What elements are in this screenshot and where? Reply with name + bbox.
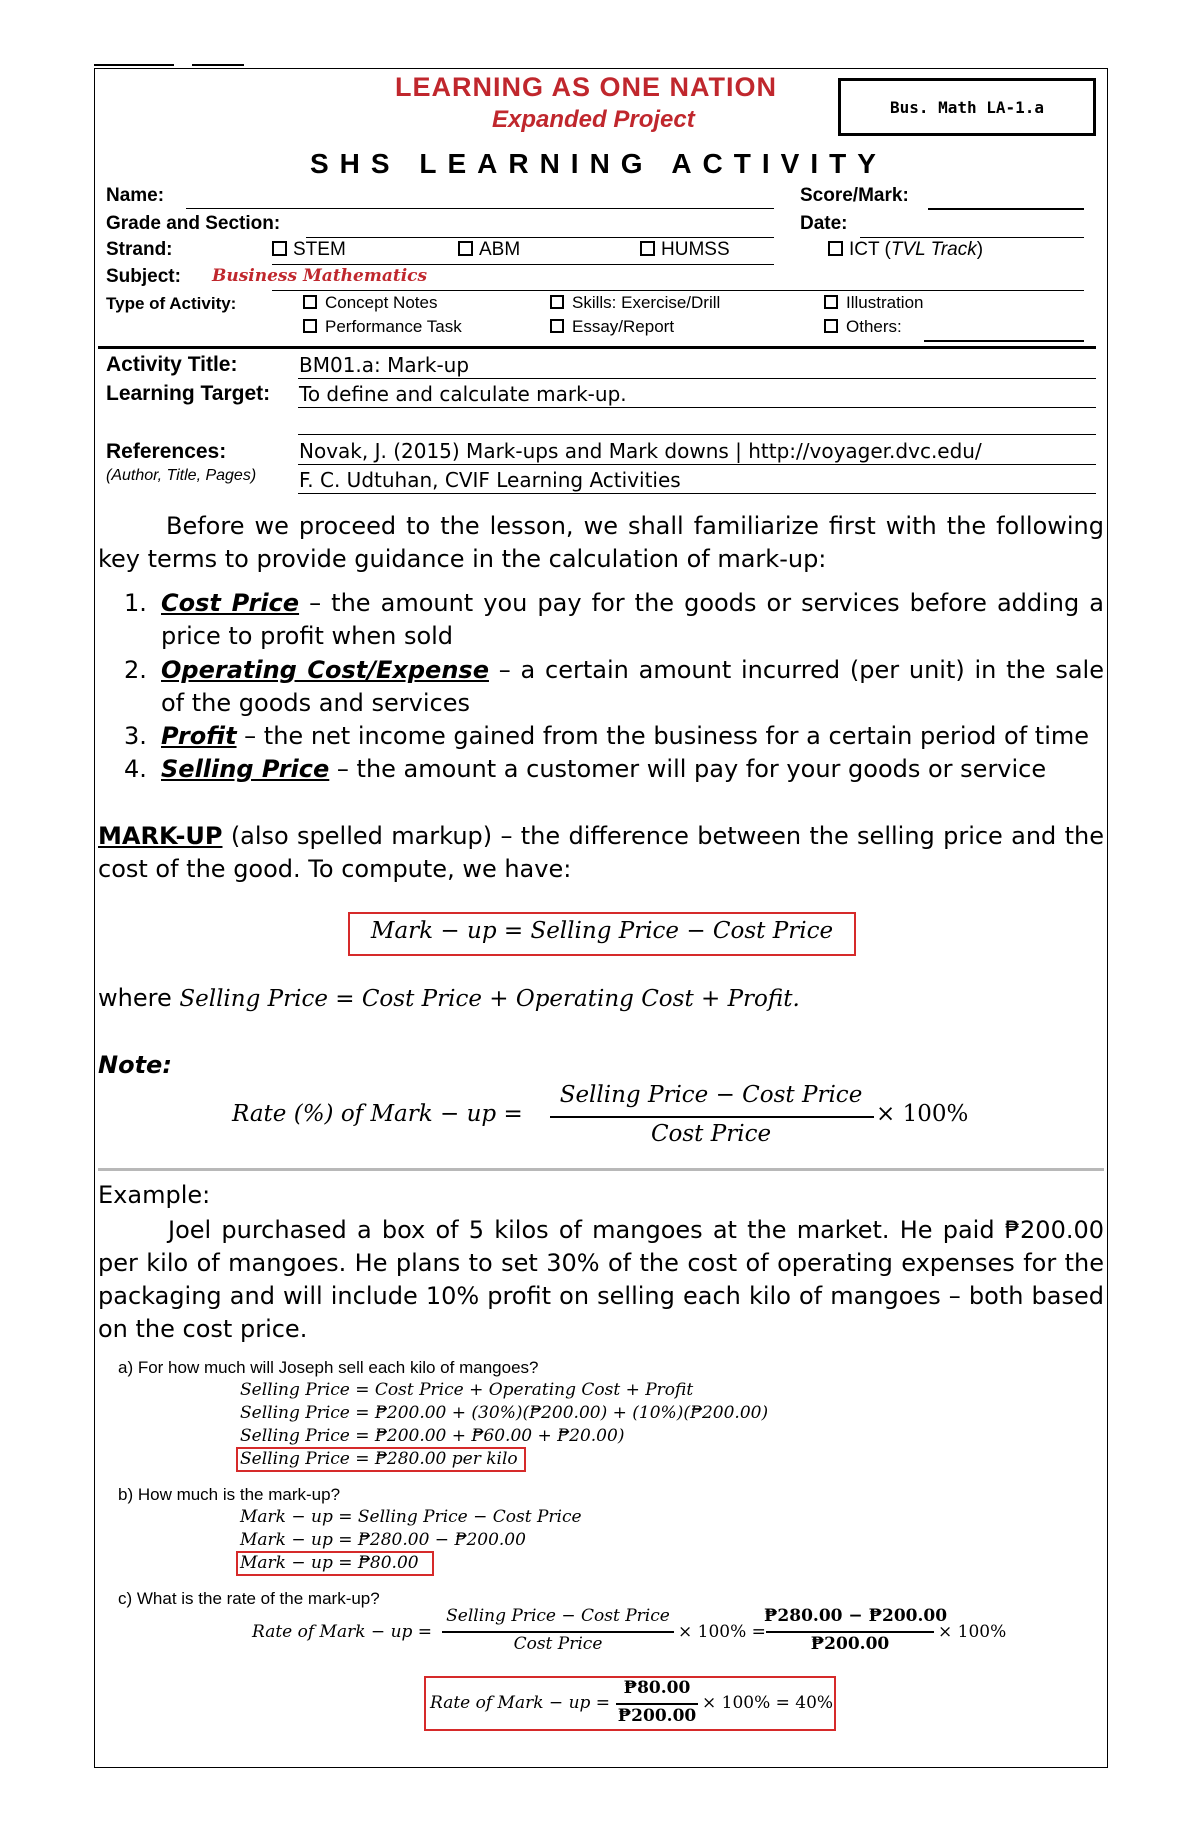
references-top-rule xyxy=(298,434,1096,435)
rate-formula-denominator: Cost Price xyxy=(650,1121,772,1147)
solution-a-line: Selling Price = ₱200.00 + ₱60.00 + ₱20.00) xyxy=(240,1426,625,1446)
grade-section-field[interactable] xyxy=(306,237,774,238)
answer-c-tail: × 100% = 40% xyxy=(702,1693,834,1713)
strand-label: Strand: xyxy=(106,239,173,260)
name-label: Name: xyxy=(106,185,165,206)
reference-2: F. C. Udtuhan, CVIF Learning Activities xyxy=(299,468,681,492)
subject-label: Subject: xyxy=(106,266,181,287)
activity-title-label: Activity Title: xyxy=(106,353,238,376)
rate-mid: × 100% = xyxy=(678,1622,766,1642)
date-label: Date: xyxy=(800,213,848,234)
fraction-bar xyxy=(550,1116,874,1118)
type-option-skills[interactable]: Skills: Exercise/Drill xyxy=(550,293,720,313)
key-term-item: 4. Selling Price – the amount a customer will pay for your goods or service xyxy=(124,755,1047,783)
fraction-bar xyxy=(616,1703,698,1705)
strand-option-abm[interactable]: ABM xyxy=(458,239,520,261)
subject-code-box: Bus. Math LA-1.a xyxy=(838,78,1096,136)
checkbox-icon xyxy=(303,295,317,309)
solution-a-line: Selling Price = ₱200.00 + (30%)(₱200.00) + (10%)(₱200.00) xyxy=(240,1403,769,1423)
intro-paragraph: Before we proceed to the lesson, we shall familiarize first with the following key terms to provide guidance in the calculation of mark-up: xyxy=(98,512,1104,573)
solution-b-line: Mark − up = Selling Price − Cost Price xyxy=(240,1507,582,1527)
header-subtitle: Expanded Project xyxy=(492,106,695,133)
key-term-item: 2. Operating Cost/Expense – a certain amount incurred (per unit) in the sale of the goods and services xyxy=(124,656,1104,717)
strand-option-ict[interactable]: ICT (TVL Track) xyxy=(828,239,983,261)
question-c: c) What is the rate of the mark-up? xyxy=(118,1589,380,1608)
reference-rule xyxy=(298,493,1096,494)
rate-numerator: Selling Price − Cost Price xyxy=(446,1606,670,1626)
strand-rule xyxy=(272,264,774,265)
checkbox-icon xyxy=(303,319,317,333)
subject-value: Business Mathematics xyxy=(212,266,428,286)
question-a: a) For how much will Joseph sell each kilo of mangoes? xyxy=(118,1358,539,1377)
checkbox-icon xyxy=(550,319,564,333)
fraction-bar xyxy=(766,1631,934,1633)
type-option-others[interactable]: Others: xyxy=(824,317,902,337)
activity-title-value: BM01.a: Mark-up xyxy=(299,353,470,377)
answer-c-lhs: Rate of Mark − up = xyxy=(430,1693,611,1713)
others-field[interactable] xyxy=(924,340,1084,342)
grade-section-label: Grade and Section: xyxy=(106,213,281,234)
activity-heading: SHS LEARNING ACTIVITY xyxy=(310,148,887,179)
learning-target-label: Learning Target: xyxy=(106,382,271,405)
header-title: LEARNING AS ONE NATION xyxy=(395,72,778,102)
question-b: b) How much is the mark-up? xyxy=(118,1485,341,1504)
type-option-concept-notes[interactable]: Concept Notes xyxy=(303,293,437,313)
answer-c-numerator: ₱80.00 xyxy=(623,1678,691,1698)
rate-formula-lhs: Rate (%) of Mark − up = xyxy=(232,1101,523,1127)
learning-target-value: To define and calculate mark-up. xyxy=(299,382,627,406)
solution-a-line: Selling Price = Cost Price + Operating Cost + Profit xyxy=(240,1380,694,1400)
subject-rule xyxy=(272,290,1084,291)
markup-definition: MARK-UP (also spelled markup) – the difference between the selling price and the cost of the good. To compute, we have: xyxy=(98,822,1104,883)
checkbox-icon xyxy=(824,295,838,309)
answer-b: Mark − up = ₱80.00 xyxy=(240,1553,419,1573)
solution-b-line: Mark − up = ₱280.00 − ₱200.00 xyxy=(240,1530,526,1550)
section-divider xyxy=(98,346,1096,349)
where-clause: where Selling Price = Cost Price + Operating Cost + Profit. xyxy=(98,984,800,1012)
checkbox-icon xyxy=(458,241,473,256)
name-field[interactable] xyxy=(186,208,774,209)
example-problem: Joel purchased a box of 5 kilos of mangoes at the market. He paid ₱200.00 per kilo of mangoes. He plans to set 30% of the cost of operating expenses for the packaging and will include 10% profit on selling each kilo of mangoes – both based on the cost price. xyxy=(98,1216,1104,1343)
answer-c-denominator: ₱200.00 xyxy=(617,1706,697,1726)
score-field[interactable] xyxy=(928,208,1084,210)
type-of-activity-label: Type of Activity: xyxy=(106,294,237,313)
rate-denominator: Cost Price xyxy=(513,1634,603,1654)
rate-formula-tail: × 100% xyxy=(876,1101,969,1127)
key-term-item: 1. Cost Price – the amount you pay for the goods or services before adding a price to profit when sold xyxy=(124,589,1104,650)
activity-title-rule xyxy=(298,378,1096,379)
rate-lhs: Rate of Mark − up = xyxy=(252,1622,433,1642)
reference-1: Novak, J. (2015) Mark-ups and Mark downs | http://voyager.dvc.edu/ xyxy=(299,439,982,463)
example-divider xyxy=(98,1168,1104,1171)
reference-rule xyxy=(298,464,1096,465)
top-rule xyxy=(192,64,244,66)
references-sublabel: (Author, Title, Pages) xyxy=(106,467,257,484)
note-label: Note: xyxy=(98,1051,172,1079)
checkbox-icon xyxy=(550,295,564,309)
answer-a: Selling Price = ₱280.00 per kilo xyxy=(240,1449,518,1469)
type-option-illustration[interactable]: Illustration xyxy=(824,293,923,313)
type-option-performance-task[interactable]: Performance Task xyxy=(303,317,462,337)
rate-numerator-values: ₱280.00 − ₱200.00 xyxy=(764,1606,948,1626)
top-rule xyxy=(94,64,174,66)
rate-tail: × 100% xyxy=(938,1622,1007,1642)
references-label: References: xyxy=(106,440,227,463)
learning-target-rule xyxy=(298,407,1096,408)
example-label: Example: xyxy=(98,1181,211,1209)
checkbox-icon xyxy=(640,241,655,256)
rate-denominator-values: ₱200.00 xyxy=(810,1634,890,1654)
checkbox-icon xyxy=(824,319,838,333)
checkbox-icon xyxy=(272,241,287,256)
date-field[interactable] xyxy=(860,237,1084,238)
fraction-bar xyxy=(442,1631,674,1633)
score-label: Score/Mark: xyxy=(800,185,909,206)
strand-option-humss[interactable]: HUMSS xyxy=(640,239,730,261)
markup-formula: Mark − up = Selling Price − Cost Price xyxy=(370,918,834,944)
type-option-essay-report[interactable]: Essay/Report xyxy=(550,317,674,337)
key-term-item: 3. Profit – the net income gained from the business for a certain period of time xyxy=(124,722,1090,750)
checkbox-icon xyxy=(828,241,843,256)
strand-option-stem[interactable]: STEM xyxy=(272,239,346,261)
rate-formula-numerator: Selling Price − Cost Price xyxy=(559,1082,863,1108)
